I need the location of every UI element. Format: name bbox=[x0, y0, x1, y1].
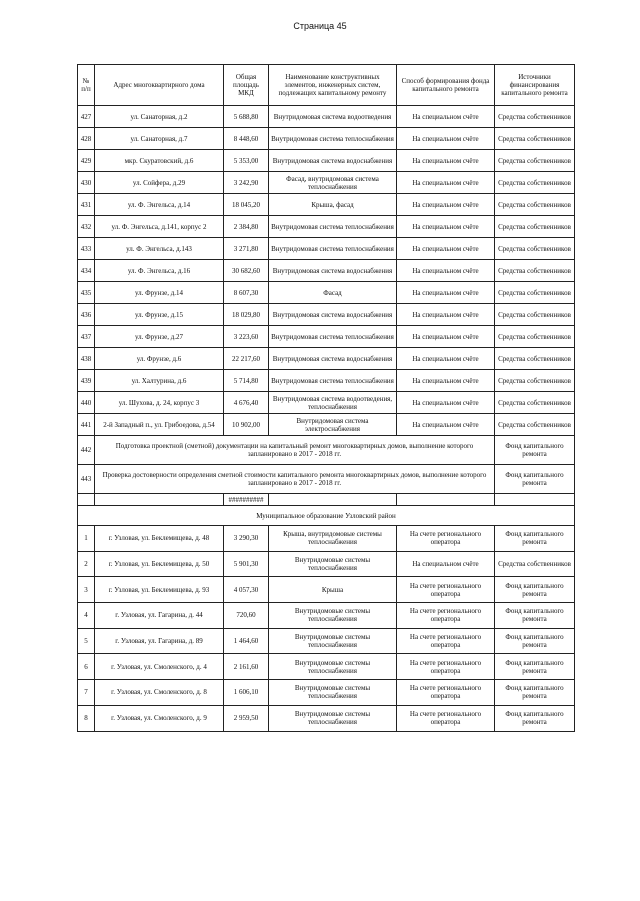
row-address: г. Узловая, ул. Гагарина, д. 44 bbox=[95, 603, 224, 629]
row-method: На специальном счёте bbox=[397, 551, 495, 577]
row-address: г. Узловая, ул. Смоленского, д. 8 bbox=[95, 680, 224, 706]
total-value: ########## bbox=[224, 494, 269, 506]
row-address: г. Узловая, ул. Смоленского, д. 9 bbox=[95, 705, 224, 731]
row-source: Средства собственников bbox=[495, 172, 575, 194]
row-elements: Внутридомовая система водоотведения, теплоснабжения bbox=[269, 392, 397, 414]
row-address: ул. Фрунзе, д.27 bbox=[95, 326, 224, 348]
table-row bbox=[78, 282, 575, 304]
row-number: 438 bbox=[78, 348, 95, 370]
row-description: Проверка достоверности определения сметной стоимости капитального ремонта многоквартирных домов, выполнение которого запланировано в 2017 - 2018 гг. bbox=[95, 465, 495, 494]
row-area: 5 901,30 bbox=[224, 551, 269, 577]
row-elements: Крыша, внутридомовые системы теплоснабжения bbox=[269, 526, 397, 552]
row-area: 4 676,40 bbox=[224, 392, 269, 414]
row-method: На счете регионального оператора bbox=[397, 526, 495, 552]
row-method: На счете регионального оператора bbox=[397, 680, 495, 706]
row-address: ул. Ф. Энгельса, д.14 bbox=[95, 194, 224, 216]
row-source: Фонд капитального ремонта bbox=[495, 526, 575, 552]
row-elements: Внутридомовая система водоснабжения bbox=[269, 348, 397, 370]
row-elements: Внутридомовая система водоснабжения bbox=[269, 304, 397, 326]
row-elements: Внутридомовые системы теплоснабжения bbox=[269, 654, 397, 680]
row-address: ул. Ф. Энгельса, д.143 bbox=[95, 238, 224, 260]
total-empty-cell bbox=[269, 494, 397, 506]
row-number: 434 bbox=[78, 260, 95, 282]
row-method: На счете регионального оператора bbox=[397, 628, 495, 654]
row-method: На специальном счёте bbox=[397, 260, 495, 282]
table-row bbox=[78, 414, 575, 436]
row-method: На специальном счёте bbox=[397, 304, 495, 326]
row-address: ул. Фрунзе, д.14 bbox=[95, 282, 224, 304]
row-number: 3 bbox=[78, 577, 95, 603]
row-elements: Внутридомовые системы теплоснабжения bbox=[269, 603, 397, 629]
header-address: Адрес многоквартирного дома bbox=[95, 65, 224, 106]
row-area: 3 271,80 bbox=[224, 238, 269, 260]
table-row bbox=[78, 526, 575, 552]
table-row bbox=[78, 150, 575, 172]
row-number: 428 bbox=[78, 128, 95, 150]
row-area: 30 682,60 bbox=[224, 260, 269, 282]
table-row bbox=[78, 465, 575, 494]
row-elements: Внутридомовая система теплоснабжения bbox=[269, 370, 397, 392]
rows-group-b bbox=[78, 526, 575, 732]
row-area: 3 223,60 bbox=[224, 326, 269, 348]
row-elements: Внутридомовая система теплоснабжения bbox=[269, 326, 397, 348]
table-row bbox=[78, 106, 575, 128]
row-address: г. Узловая, ул. Беклемищева, д. 93 bbox=[95, 577, 224, 603]
row-area: 720,60 bbox=[224, 603, 269, 629]
header-num: № п/п bbox=[78, 65, 95, 106]
row-source: Фонд капитального ремонта bbox=[495, 465, 575, 494]
row-area: 5 688,80 bbox=[224, 106, 269, 128]
total-empty-cell bbox=[397, 494, 495, 506]
table-row bbox=[78, 603, 575, 629]
row-number: 430 bbox=[78, 172, 95, 194]
row-elements: Крыша, фасад bbox=[269, 194, 397, 216]
row-address: ул. Санаторная, д.7 bbox=[95, 128, 224, 150]
row-area: 3 242,90 bbox=[224, 172, 269, 194]
row-method: На специальном счёте bbox=[397, 370, 495, 392]
row-number: 442 bbox=[78, 436, 95, 465]
header-source: Источники финансирования капитального ремонта bbox=[495, 65, 575, 106]
row-number: 6 bbox=[78, 654, 95, 680]
row-elements: Внутридомовая система теплоснабжения bbox=[269, 238, 397, 260]
table-row bbox=[78, 238, 575, 260]
row-number: 5 bbox=[78, 628, 95, 654]
row-area: 5 353,00 bbox=[224, 150, 269, 172]
row-area: 18 045,20 bbox=[224, 194, 269, 216]
row-method: На специальном счёте bbox=[397, 128, 495, 150]
row-address: ул. Сойфера, д.29 bbox=[95, 172, 224, 194]
row-area: 1 606,10 bbox=[224, 680, 269, 706]
row-source: Средства собственников bbox=[495, 128, 575, 150]
row-method: На специальном счёте bbox=[397, 326, 495, 348]
table-row bbox=[78, 436, 575, 465]
row-source: Средства собственников bbox=[495, 326, 575, 348]
row-method: На специальном счёте bbox=[397, 194, 495, 216]
row-address: г. Узловая, ул. Смоленского, д. 4 bbox=[95, 654, 224, 680]
row-number: 7 bbox=[78, 680, 95, 706]
table-row bbox=[78, 654, 575, 680]
row-elements: Внутридомовая система электроснабжения bbox=[269, 414, 397, 436]
row-area: 8 607,30 bbox=[224, 282, 269, 304]
row-number: 8 bbox=[78, 705, 95, 731]
row-number: 437 bbox=[78, 326, 95, 348]
row-method: На счете регионального оператора bbox=[397, 705, 495, 731]
row-method: На счете регионального оператора bbox=[397, 577, 495, 603]
table-row bbox=[78, 680, 575, 706]
table-row bbox=[78, 577, 575, 603]
row-source: Фонд капитального ремонта bbox=[495, 436, 575, 465]
row-address: ул. Фрунзе, д.6 bbox=[95, 348, 224, 370]
row-number: 432 bbox=[78, 216, 95, 238]
repair-program-table bbox=[77, 64, 575, 732]
row-area: 8 448,60 bbox=[224, 128, 269, 150]
row-number: 436 bbox=[78, 304, 95, 326]
row-method: На счете регионального оператора bbox=[397, 654, 495, 680]
row-number: 443 bbox=[78, 465, 95, 494]
row-address: г. Узловая, ул. Беклемищева, д. 50 bbox=[95, 551, 224, 577]
row-number: 441 bbox=[78, 414, 95, 436]
row-area: 22 217,60 bbox=[224, 348, 269, 370]
table-row bbox=[78, 628, 575, 654]
row-source: Средства собственников bbox=[495, 392, 575, 414]
row-source: Средства собственников bbox=[495, 216, 575, 238]
row-method: На специальном счёте bbox=[397, 392, 495, 414]
row-method: На специальном счёте bbox=[397, 172, 495, 194]
table-row bbox=[78, 216, 575, 238]
row-elements: Внутридомовые системы теплоснабжения bbox=[269, 705, 397, 731]
row-elements: Фасад, внутридомовая система теплоснабжения bbox=[269, 172, 397, 194]
row-number: 431 bbox=[78, 194, 95, 216]
row-elements: Внутридомовая система теплоснабжения bbox=[269, 128, 397, 150]
row-source: Средства собственников bbox=[495, 260, 575, 282]
row-number: 429 bbox=[78, 150, 95, 172]
row-address: г. Узловая, ул. Гагарина, д. 89 bbox=[95, 628, 224, 654]
total-row bbox=[78, 494, 575, 506]
row-source: Фонд капитального ремонта bbox=[495, 680, 575, 706]
row-method: На специальном счёте bbox=[397, 106, 495, 128]
summary-rows bbox=[78, 436, 575, 526]
row-elements: Фасад bbox=[269, 282, 397, 304]
row-source: Фонд капитального ремонта bbox=[495, 654, 575, 680]
table-row bbox=[78, 551, 575, 577]
row-source: Средства собственников bbox=[495, 238, 575, 260]
row-source: Фонд капитального ремонта bbox=[495, 705, 575, 731]
row-area: 2 959,50 bbox=[224, 705, 269, 731]
table-row bbox=[78, 172, 575, 194]
row-method: На специальном счёте bbox=[397, 414, 495, 436]
table-row bbox=[78, 348, 575, 370]
row-number: 427 bbox=[78, 106, 95, 128]
row-source: Фонд капитального ремонта bbox=[495, 577, 575, 603]
row-address: мкр. Скуратовский, д.6 bbox=[95, 150, 224, 172]
header-elements: Наименование конструктивных элементов, инженерных систем, подлежащих капитальному ремонту bbox=[269, 65, 397, 106]
row-number: 433 bbox=[78, 238, 95, 260]
row-elements: Внутридомовая система теплоснабжения bbox=[269, 216, 397, 238]
row-area: 1 464,60 bbox=[224, 628, 269, 654]
row-elements: Внутридомовая система водоснабжения bbox=[269, 260, 397, 282]
row-method: На специальном счёте bbox=[397, 150, 495, 172]
row-address: ул. Санаторная, д.2 bbox=[95, 106, 224, 128]
table-row bbox=[78, 392, 575, 414]
table-header-row bbox=[78, 65, 575, 106]
row-number: 4 bbox=[78, 603, 95, 629]
row-area: 4 057,30 bbox=[224, 577, 269, 603]
row-area: 2 384,80 bbox=[224, 216, 269, 238]
row-elements: Крыша bbox=[269, 577, 397, 603]
table-row bbox=[78, 260, 575, 282]
table-row bbox=[78, 705, 575, 731]
row-number: 435 bbox=[78, 282, 95, 304]
row-elements: Внутридомовая система водоотведения bbox=[269, 106, 397, 128]
row-source: Фонд капитального ремонта bbox=[495, 628, 575, 654]
row-address: ул. Шухова, д. 24, корпус 3 bbox=[95, 392, 224, 414]
header-area: Общая площадь МКД bbox=[224, 65, 269, 106]
row-number: 440 bbox=[78, 392, 95, 414]
row-source: Средства собственников bbox=[495, 106, 575, 128]
table-row bbox=[78, 128, 575, 150]
row-source: Средства собственников bbox=[495, 551, 575, 577]
row-address: ул. Ф. Энгельса, д.141, корпус 2 bbox=[95, 216, 224, 238]
page-title: Страница 45 bbox=[293, 21, 347, 31]
row-elements: Внутридомовая система водоснабжения bbox=[269, 150, 397, 172]
row-method: На специальном счёте bbox=[397, 282, 495, 304]
total-empty-cell bbox=[78, 494, 95, 506]
row-address: г. Узловая, ул. Беклемищева, д. 48 bbox=[95, 526, 224, 552]
rows-group-a bbox=[78, 106, 575, 436]
row-address: ул. Фрунзе, д.15 bbox=[95, 304, 224, 326]
row-method: На специальном счёте bbox=[397, 348, 495, 370]
row-source: Средства собственников bbox=[495, 304, 575, 326]
row-source: Средства собственников bbox=[495, 348, 575, 370]
row-source: Средства собственников bbox=[495, 414, 575, 436]
row-area: 2 161,60 bbox=[224, 654, 269, 680]
row-method: На специальном счёте bbox=[397, 216, 495, 238]
row-description: Подготовка проектной (сметной) документации на капитальный ремонт многоквартирных домов, выполнение которого запланировано в 2017 - 2018 гг. bbox=[95, 436, 495, 465]
table-row bbox=[78, 326, 575, 348]
row-address: ул. Халтурина, д.6 bbox=[95, 370, 224, 392]
table-row bbox=[78, 370, 575, 392]
row-area: 5 714,80 bbox=[224, 370, 269, 392]
row-number: 439 bbox=[78, 370, 95, 392]
header-method: Способ формирования фонда капитального ремонта bbox=[397, 65, 495, 106]
section-heading-row bbox=[78, 506, 575, 526]
row-source: Средства собственников bbox=[495, 194, 575, 216]
row-elements: Внутридомовые системы теплоснабжения bbox=[269, 680, 397, 706]
row-area: 10 902,00 bbox=[224, 414, 269, 436]
row-area: 3 290,30 bbox=[224, 526, 269, 552]
row-method: На счете регионального оператора bbox=[397, 603, 495, 629]
table-row bbox=[78, 194, 575, 216]
row-method: На специальном счёте bbox=[397, 238, 495, 260]
section-title: Муниципальное образование Узловский район bbox=[78, 506, 575, 526]
total-empty-cell bbox=[495, 494, 575, 506]
row-source: Средства собственников bbox=[495, 150, 575, 172]
table-row bbox=[78, 304, 575, 326]
row-source: Средства собственников bbox=[495, 282, 575, 304]
row-address: ул. Ф. Энгельса, д.16 bbox=[95, 260, 224, 282]
row-number: 1 bbox=[78, 526, 95, 552]
row-elements: Внутридомовые системы теплоснабжения bbox=[269, 628, 397, 654]
row-source: Средства собственников bbox=[495, 370, 575, 392]
row-address: 2-й Западный п., ул. Грибоедова, д.54 bbox=[95, 414, 224, 436]
row-area: 18 029,80 bbox=[224, 304, 269, 326]
row-source: Фонд капитального ремонта bbox=[495, 603, 575, 629]
total-empty-cell bbox=[95, 494, 224, 506]
row-number: 2 bbox=[78, 551, 95, 577]
row-elements: Внутридомовые системы теплоснабжения bbox=[269, 551, 397, 577]
